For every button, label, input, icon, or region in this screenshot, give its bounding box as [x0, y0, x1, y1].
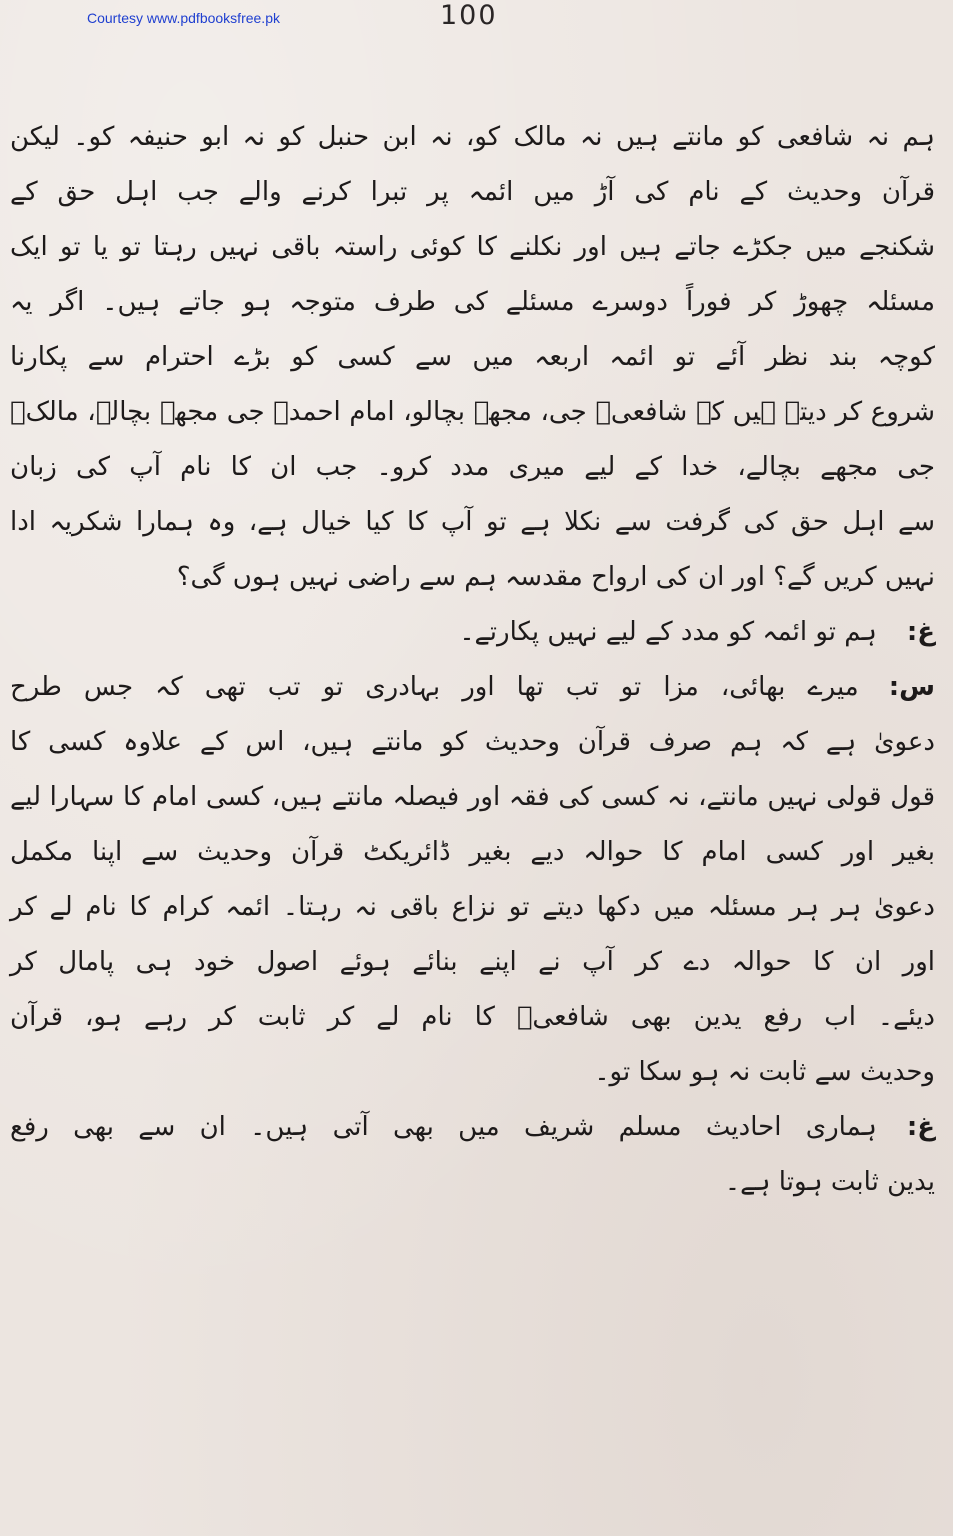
text-line: بغیر اور کسی امام کا حوالہ دیے بغیر ڈائریکٹ قرآن وحدیث سے اپنا مکمل [10, 837, 935, 867]
text-line: شکنجے میں جکڑے جاتے ہیں اور نکلنے کا کوئی راستہ باقی نہیں رہتا تو یا تو ایک [10, 232, 935, 262]
text-line: ہم نہ شافعی کو مانتے ہیں نہ مالک کو، نہ ابن حنبل کو نہ ابو حنیفہ کو۔ لیکن [10, 122, 935, 152]
dialogue-line-seen [10, 660, 935, 715]
text-line: مسئلہ چھوڑ کر فوراً دوسرے مسئلے کی طرف متوجہ ہو جاتے ہیں۔ اگر یہ [10, 287, 935, 317]
text-line: شروع کر دیتے ہیں کہ شافعیؒ جی، مجھے بچالو، امام احمدؒ جی مجھے بچالے، مالکؒ [10, 397, 935, 427]
page-number: 100 [440, 0, 498, 31]
text-line: دعویٰ ہے کہ ہم صرف قرآن وحدیث کو مانتے ہیں، اس کے علاوہ کسی کا [10, 727, 935, 757]
text-line: دعویٰ ہر ہر مسئلہ میں دکھا دیتے تو نزاع باقی نہ رہتا۔ ائمہ کرام کا نام لے کر [10, 892, 935, 922]
text-line: نہیں کریں گے؟ اور ان کی ارواح مقدسہ ہم سے راضی نہیں ہوں گی؟ [176, 562, 935, 592]
dialogue-line-ghain [10, 605, 935, 660]
text-line: قول قولی نہیں مانتے، نہ کسی کی فقہ اور فیصلہ مانتے ہیں، کسی امام کا سہارا لیے [10, 782, 935, 812]
dialogue-line-ghain [10, 1100, 935, 1155]
text-line: جی مجھے بچالے، خدا کے لیے میری مدد کرو۔ جب ان کا نام آپ کی زبان [10, 452, 935, 482]
speaker-label-ghain: غ: [906, 1112, 935, 1142]
text-line: کوچہ بند نظر آئے تو ائمہ اربعہ میں سے کسی کو بڑے احترام سے پکارنا [10, 342, 935, 372]
dialogue-text: میرے بھائی، مزا تو تب تھا اور بہادری تو تب تھی کہ جس طرح [10, 672, 859, 702]
book-page-text [10, 110, 935, 1210]
dialogue-text: ہماری احادیث مسلم شریف میں بھی آتی ہیں۔ ان سے بھی رفع [10, 1112, 877, 1142]
speaker-label-seen: س: [888, 672, 935, 702]
text-line: اور ان کا حوالہ دے کر آپ نے اپنے بنائے ہوئے اصول خود ہی پامال کر [10, 947, 935, 977]
text-line: قرآن وحدیث کے نام کی آڑ میں ائمہ پر تبرا کرنے والے جب اہل حق کے [10, 177, 935, 207]
text-line: دیئے۔ اب رفع یدین بھی شافعیؒ کا نام لے کر ثابت کر رہے ہو، قرآن [10, 1002, 935, 1032]
text-line: سے اہل حق کی گرفت سے نکلا ہے تو آپ کا کیا خیال ہے، وہ ہمارا شکریہ ادا [10, 507, 935, 537]
speaker-label-ghain: غ: [906, 617, 935, 647]
text-line: یدین ثابت ہوتا ہے۔ [724, 1167, 935, 1197]
dialogue-text: ہم تو ائمہ کو مدد کے لیے نہیں پکارتے۔ [459, 617, 877, 647]
text-line: وحدیث سے ثابت نہ ہو سکا تو۔ [594, 1057, 935, 1087]
courtesy-watermark: Courtesy www.pdfbooksfree.pk [87, 10, 280, 26]
